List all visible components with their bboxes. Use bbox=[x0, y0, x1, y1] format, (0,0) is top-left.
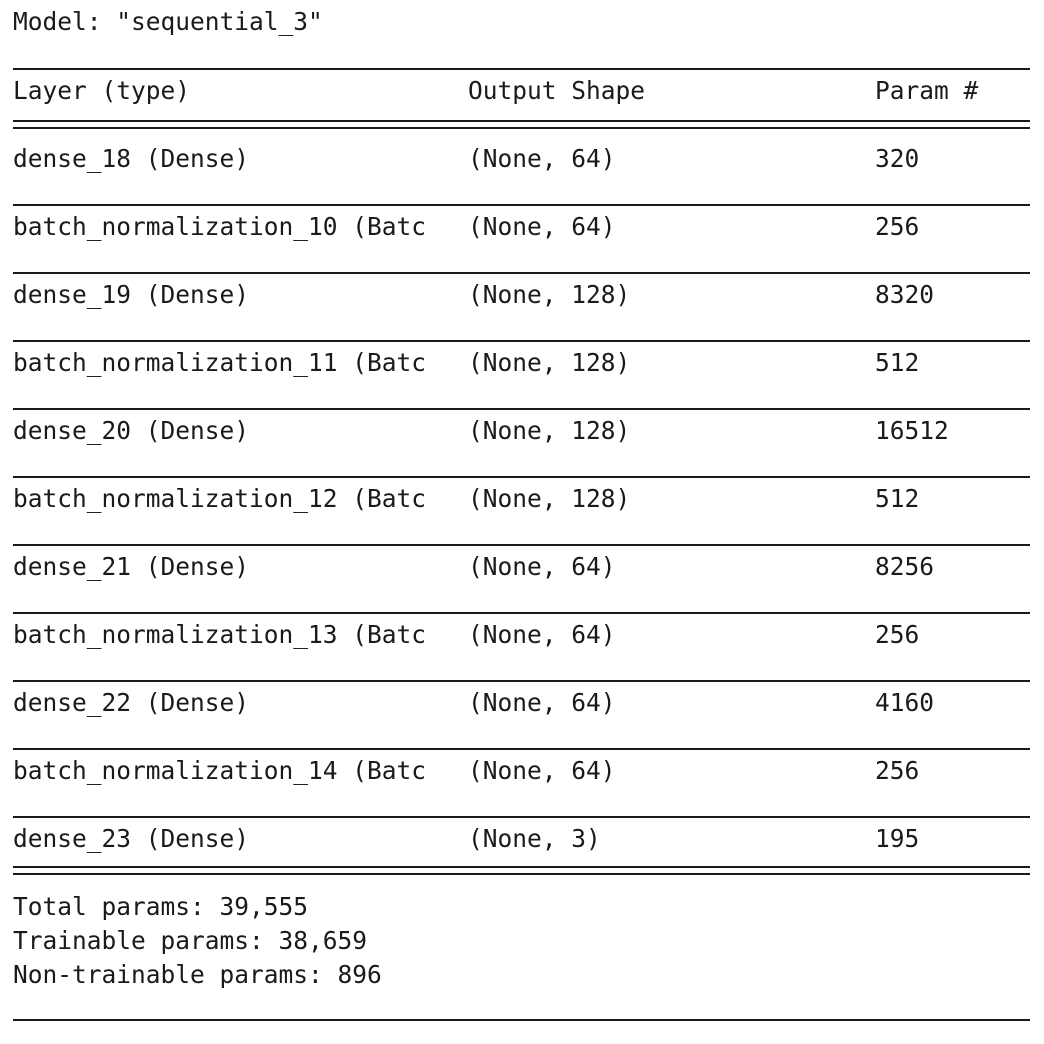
output-shape: (None, 64) bbox=[468, 144, 616, 173]
param-count: 320 bbox=[875, 144, 920, 173]
row-divider bbox=[13, 204, 1030, 206]
param-count: 256 bbox=[875, 756, 920, 785]
total-params: Total params: 39,555 bbox=[13, 892, 309, 921]
layer-name: batch_normalization_14 (Batc bbox=[13, 756, 427, 785]
header-param-count: Param # bbox=[875, 76, 979, 105]
output-shape: (None, 64) bbox=[468, 212, 616, 241]
model-title: Model: "sequential_3" bbox=[13, 7, 323, 36]
footer-double-rule bbox=[13, 866, 1030, 875]
output-shape: (None, 128) bbox=[468, 484, 631, 513]
layer-name: dense_19 (Dense) bbox=[13, 280, 250, 309]
layer-name: dense_23 (Dense) bbox=[13, 824, 250, 853]
trainable-params: Trainable params: 38,659 bbox=[13, 926, 368, 955]
top-rule bbox=[13, 68, 1030, 70]
layer-name: batch_normalization_11 (Batc bbox=[13, 348, 427, 377]
param-count: 16512 bbox=[875, 416, 949, 445]
param-count: 8256 bbox=[875, 552, 935, 581]
output-shape: (None, 128) bbox=[468, 348, 631, 377]
param-count: 256 bbox=[875, 620, 920, 649]
param-count: 8320 bbox=[875, 280, 935, 309]
row-divider bbox=[13, 816, 1030, 818]
param-count: 256 bbox=[875, 212, 920, 241]
output-shape: (None, 64) bbox=[468, 756, 616, 785]
output-shape: (None, 128) bbox=[468, 280, 631, 309]
row-divider bbox=[13, 476, 1030, 478]
non-trainable-params: Non-trainable params: 896 bbox=[13, 960, 382, 989]
param-count: 512 bbox=[875, 484, 920, 513]
param-count: 195 bbox=[875, 824, 920, 853]
row-divider bbox=[13, 340, 1030, 342]
row-divider bbox=[13, 408, 1030, 410]
output-shape: (None, 3) bbox=[468, 824, 601, 853]
layer-name: dense_21 (Dense) bbox=[13, 552, 250, 581]
layer-name: batch_normalization_10 (Batc bbox=[13, 212, 427, 241]
row-divider bbox=[13, 680, 1030, 682]
layer-name: dense_22 (Dense) bbox=[13, 688, 250, 717]
layer-name: dense_18 (Dense) bbox=[13, 144, 250, 173]
bottom-rule bbox=[13, 1019, 1030, 1021]
output-shape: (None, 128) bbox=[468, 416, 631, 445]
header-output-shape: Output Shape bbox=[468, 76, 646, 105]
row-divider bbox=[13, 272, 1030, 274]
row-divider bbox=[13, 612, 1030, 614]
layer-name: batch_normalization_12 (Batc bbox=[13, 484, 427, 513]
param-count: 4160 bbox=[875, 688, 935, 717]
output-shape: (None, 64) bbox=[468, 688, 616, 717]
param-count: 512 bbox=[875, 348, 920, 377]
header-double-rule bbox=[13, 120, 1030, 129]
layer-name: dense_20 (Dense) bbox=[13, 416, 250, 445]
row-divider bbox=[13, 748, 1030, 750]
layer-name: batch_normalization_13 (Batc bbox=[13, 620, 427, 649]
output-shape: (None, 64) bbox=[468, 552, 616, 581]
output-shape: (None, 64) bbox=[468, 620, 616, 649]
header-layer-type: Layer (type) bbox=[13, 76, 191, 105]
row-divider bbox=[13, 544, 1030, 546]
